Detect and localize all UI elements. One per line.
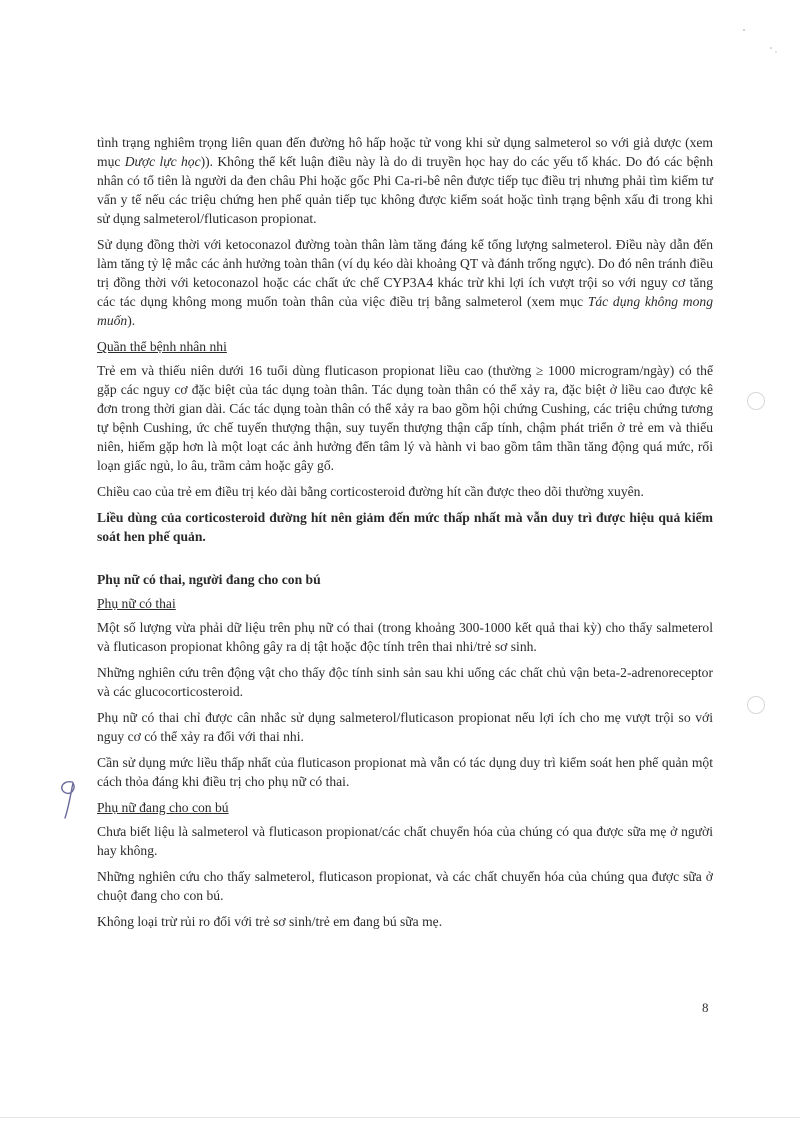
text-run: Sử dụng đồng thời với ketoconazol đường toàn thân làm tăng đáng kể tổng lượng salmeterol. Điều này dẫn đến làm tăng tỷ lệ mắc các ảnh hưởng toàn thân (ví dụ kéo dài khoảng QT và đánh trống ngực). Do đó nên tránh điều trị đồng thời với ketoconazol hoặc các chất ức chế CYP3A4 khác trừ khi lợi ích vượt trội so với nguy cơ tăng các tác dụng không mong muốn toàn thân của việc điều trị bằng salmeterol (xem mục bbox=[97, 237, 713, 309]
bold-paragraph bbox=[97, 508, 713, 546]
text-run: Không loại trừ rủi ro đối với trẻ sơ sinh/trẻ em đang bú sữa mẹ. bbox=[97, 914, 443, 929]
text-run: Cần sử dụng mức liều thấp nhất của fluticason propionat mà vẫn có tác dụng duy trì kiểm soát hen phế quản một cách thỏa đáng khi điều trị cho phụ nữ có thai. bbox=[97, 755, 713, 789]
text-run: Phụ nữ có thai bbox=[97, 596, 176, 611]
text-run: Những nghiên cứu trên động vật cho thấy độc tính sinh sản sau khi uống các chất chủ vận beta-2-adrenoreceptor và các glucocorticosteroid. bbox=[97, 665, 713, 699]
subsection-heading bbox=[97, 337, 713, 356]
scan-edge bbox=[0, 1117, 800, 1118]
text-run: Một số lượng vừa phải dữ liệu trên phụ nữ có thai (trong khoảng 300-1000 kết quả thai kỳ) cho thấy salmeterol và fluticason propionat không gây ra dị tật hoặc độc tính trên thai nhi/trẻ sơ sinh. bbox=[97, 620, 713, 654]
italic-reference: Dược lực học bbox=[124, 154, 201, 169]
text-run: Chiều cao của trẻ em điều trị kéo dài bằng corticosteroid đường hít cần được theo dõi thường xuyên. bbox=[97, 484, 644, 499]
subsection-heading bbox=[97, 798, 713, 817]
text-run: Quần thể bệnh nhân nhi bbox=[97, 339, 227, 354]
document-body bbox=[97, 133, 713, 938]
text-run: Những nghiên cứu cho thấy salmeterol, fluticason propionat, và các chất chuyển hóa của chúng qua được sữa ở chuột đang cho con bú. bbox=[97, 869, 713, 903]
paragraph bbox=[97, 822, 713, 860]
paragraph bbox=[97, 133, 713, 228]
section-heading bbox=[97, 570, 713, 589]
paragraph bbox=[97, 618, 713, 656]
text-run: ). bbox=[127, 313, 136, 328]
text-run: Phụ nữ có thai, người đang cho con bú bbox=[97, 572, 321, 587]
italic-reference: Tác dụng không mong muốn bbox=[97, 294, 713, 328]
paragraph bbox=[97, 708, 713, 746]
paragraph bbox=[97, 663, 713, 701]
paragraph bbox=[97, 235, 713, 330]
subsection-heading bbox=[97, 594, 713, 613]
handwritten-mark-icon bbox=[52, 776, 86, 824]
text-run: Phụ nữ có thai chỉ được cân nhắc sử dụng salmeterol/fluticason propionat nếu lợi ích cho mẹ vượt trội so với nguy cơ có thể xảy ra đối với thai nhi. bbox=[97, 710, 713, 744]
text-run: Chưa biết liệu là salmeterol và fluticason propionat/các chất chuyển hóa của chúng có qua được sữa mẹ ở người hay không. bbox=[97, 824, 713, 858]
scan-speck-icon bbox=[740, 22, 780, 62]
paragraph bbox=[97, 753, 713, 791]
paragraph bbox=[97, 361, 713, 475]
paragraph bbox=[97, 867, 713, 905]
punch-hole-icon bbox=[747, 696, 765, 714]
text-run: Liều dùng của corticosteroid đường hít nên giảm đến mức thấp nhất mà vẫn duy trì được hiệu quả kiểm soát hen phế quản. bbox=[97, 510, 713, 544]
text-run: Phụ nữ đang cho con bú bbox=[97, 800, 229, 815]
page-number: 8 bbox=[702, 1000, 709, 1015]
paragraph bbox=[97, 912, 713, 931]
punch-hole-icon bbox=[747, 392, 765, 410]
text-run: tình trạng nghiêm trọng liên quan đến đường hô hấp hoặc tử vong khi sử dụng salmeterol so với giả dược (xem mục bbox=[97, 135, 713, 169]
text-run: )). Không thể kết luận điều này là do di truyền học hay do các yếu tố khác. Do đó các bệnh nhân có tổ tiên là người da đen châu Phi hoặc gốc Phi Ca-ri-bê nên được tiếp tục điều trị nhưng phải tìm kiếm tư vấn y tế nếu các triệu chứng hen phế quản tiếp tục không được kiểm soát hoặc tình trạng bệnh xấu đi trong khi sử dụng salmeterol/fluticason propionat. bbox=[97, 154, 714, 226]
text-run: Trẻ em và thiếu niên dưới 16 tuổi dùng fluticason propionat liều cao (thường ≥ 1000 microgram/ngày) có thể gặp các nguy cơ đặc biệt của tác dụng toàn thân. Tác dụng toàn thân có thể xảy ra, đặc biệt ở liều cao được kê đơn trong thời gian dài. Các tác dụng toàn thân có thể xảy ra bao gồm hội chứng Cushing, các triệu chứng tương tự bệnh Cushing, ức chế tuyến thượng thận, suy tuyến thượng thận cấp tính, chậm phát triển ở trẻ em và thiếu niên, hiếm gặp hơn là một loạt các ảnh hưởng đến tâm lý và hành vi bao gồm tâm thần tăng động quá mức, rối loạn giấc ngủ, lo âu, trầm cảm hoặc gây gổ. bbox=[97, 363, 713, 473]
paragraph bbox=[97, 482, 713, 501]
